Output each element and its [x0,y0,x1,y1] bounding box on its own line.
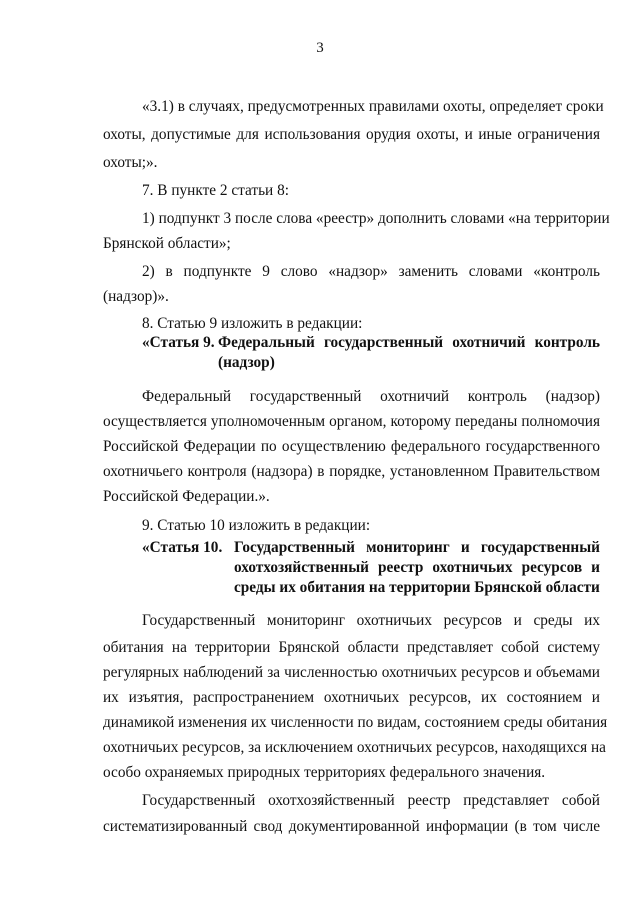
text-line: динамикой изменения их численности по видам, состоянием среды обитания [103,714,608,731]
page-number: 3 [316,40,324,56]
text-line: систематизированный свод документированной информации (в том числе [103,818,600,835]
article-9-label: «Статья 9. [142,334,215,351]
text-line: Российской Федерации по осуществлению федерального государственного [103,438,600,455]
text-line: их изъятия, распространением охотничьих ресурсов, их состоянием и [103,689,600,706]
text-line: Российской Федерации.». [103,488,270,505]
text-line: 7. В пункте 2 статьи 8: [142,182,289,199]
text-line: регулярных наблюдений за численностью охотничьих ресурсов и объемами [103,664,600,681]
text-line: «3.1) в случаях, предусмотренных правилами охоты, определяет сроки [142,98,604,115]
text-line: Брянской области»; [103,235,231,252]
article-9-title-line: (надзор) [218,354,275,371]
text-line: осуществляется уполномоченным органом, которому переданы полномочия [103,413,600,430]
article-10-title-line: среды их обитания на территории Брянской области [234,579,600,596]
text-line: 1) подпункт 3 после слова «реестр» дополнить словами «на территории [142,210,610,227]
text-line: Государственный охотхозяйственный реестр представляет собой [142,792,600,809]
text-line: 2) в подпункте 9 слово «надзор» заменить словами «контроль [142,263,600,280]
text-line: 9. Статью 10 изложить в редакции: [142,517,371,534]
text-line: Федеральный государственный охотничий контроль (надзор) [142,388,600,405]
text-line: обитания на территории Брянской области представляет собой систему [103,639,600,656]
text-line: охотничьих ресурсов, за исключением охотничьих ресурсов, находящихся на [103,739,606,756]
article-10-title-line: Государственный мониторинг и государственный [234,539,600,556]
article-10-label: «Статья 10. [142,539,223,556]
text-line: охотничьего контроля (надзора) в порядке, установленном Правительством [103,463,600,480]
article-10-title-line: охотхозяйственный реестр охотничьих ресурсов и [234,559,600,576]
text-line: охоты, допустимые для использования орудия охоты, и иные ограничения [103,126,600,143]
text-line: Государственный мониторинг охотничьих ресурсов и среды их [142,612,600,629]
article-9-title-line: Федеральный государственный охотничий контроль [218,334,600,351]
text-line: (надзор)». [103,288,169,305]
text-line: охоты;». [103,154,158,171]
text-line: 8. Статью 9 изложить в редакции: [142,315,363,332]
text-line: особо охраняемых природных территориях федерального значения. [103,764,546,781]
